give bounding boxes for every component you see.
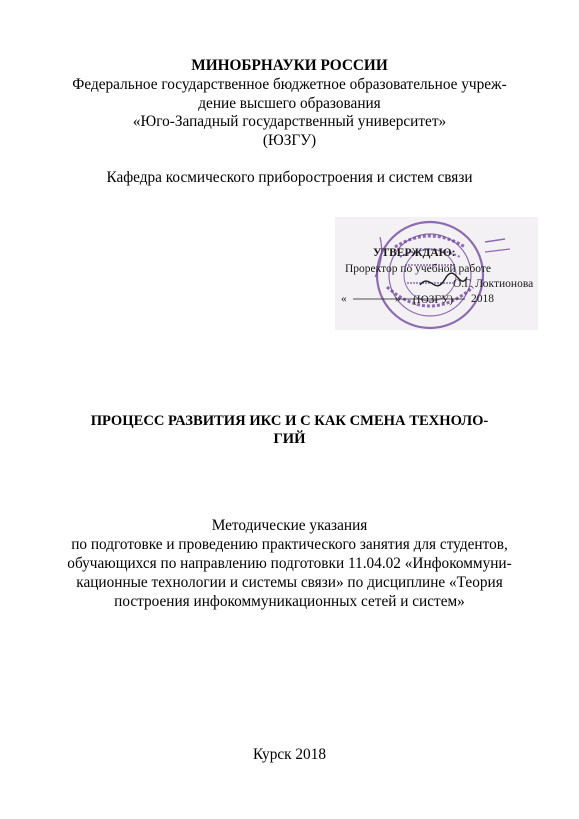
ministry-name: МИНОБРНАУКИ РОССИИ (191, 57, 388, 74)
department-name: Кафедра космического приборостроения и систем связи (106, 169, 473, 186)
approval-date-open: « (341, 293, 347, 305)
approval-date-close: » (395, 293, 401, 305)
description-line-4: построения инфокоммуникационных сетей и систем» (114, 593, 465, 610)
approval-position: Проректор по учебной работе (345, 263, 491, 275)
university-name: «Юго-Западный государственный университет» (132, 113, 447, 130)
institution-line-1: Федеральное государственное бюджетное образовательное учреж- (72, 76, 507, 93)
document-title-line-1: ПРОЦЕСС РАЗВИТИЯ ИКС И С КАК СМЕНА ТЕХНОЛО- (90, 413, 489, 429)
description-heading: Методические указания (211, 517, 368, 534)
description-line-3: кационные технологии и системы связи» по дисциплине «Теория (76, 574, 503, 591)
approval-name: О.Г. Локтионова (453, 278, 534, 290)
description-line-2: обучающихся по направлению подготовки 11.04.02 «Инфокоммуни- (67, 555, 512, 572)
approval-title: УТВЕРЖДАЮ: (373, 247, 456, 259)
approval-stamp-block (335, 217, 538, 330)
university-abbr: (ЮЗГУ) (262, 132, 317, 149)
approval-year: 2018 (471, 293, 494, 305)
description-line-1: по подготовке и проведению практического занятия для студентов, (71, 536, 508, 553)
document-title-line-2: ГИЙ (273, 431, 306, 447)
institution-line-2: дение высшего образования (198, 95, 381, 112)
city-year: Курск 2018 (253, 746, 326, 763)
approval-org: (ЮЗГУ) (413, 294, 454, 306)
